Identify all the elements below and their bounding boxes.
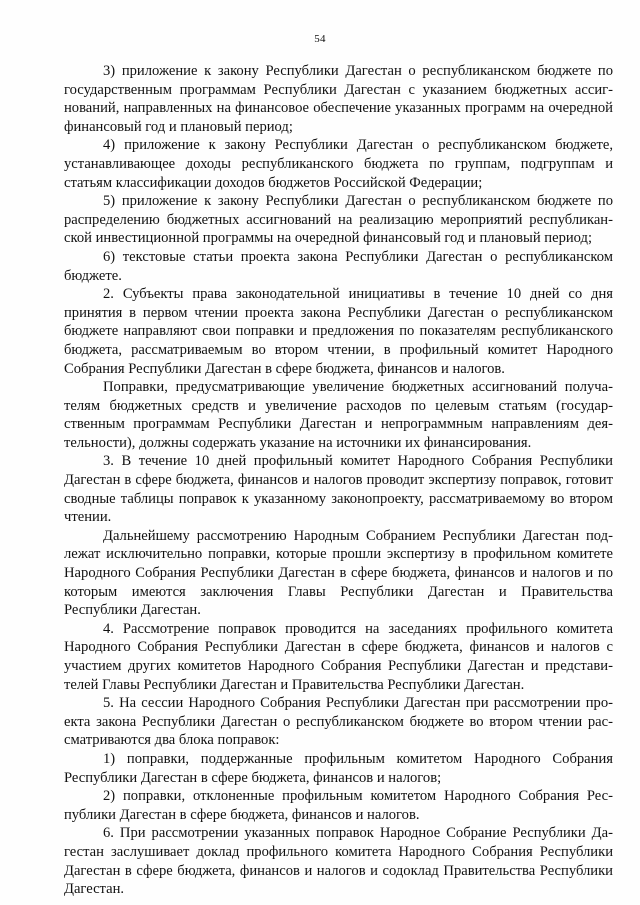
paragraph-item-5: 5. На сессии Народного Собрания Республики Дагестан при рассмотрении проекта закона Республики Дагестан о республиканском бюджете во втором чтении рассматриваются два блока поправок: <box>64 695 613 749</box>
paragraph-block-2: 2) поправки, отклоненные профильным комитетом Народного Собрания Республики Дагестан в сфере бюджета, финансов и налогов. <box>64 788 613 823</box>
page-number: 54 <box>314 33 326 45</box>
paragraph-appendix-5: 5) приложение к закону Республики Дагестан о республиканском бюджете по распределению бюджетных ассигнований на реализацию мероприятий республиканской инвестиционной программы на очередной финансовый год и плановый период; <box>64 193 613 247</box>
paragraph-item-4: 4. Рассмотрение поправок проводится на заседаниях профильного комитета Народного Собрания Республики Дагестан в сфере бюджета, финансов и налогов с участием других комитетов Народного Собрания Республики Дагестан и представителей Главы Республики Дагестан и Правительства Республики Дагестан. <box>64 620 613 693</box>
document-body <box>64 62 613 899</box>
paragraph-appendix-6: 6) текстовые статьи проекта закона Республики Дагестан о республиканском бюджете. <box>64 248 613 284</box>
paragraph-item-3: 3. В течение 10 дней профильный комитет Народного Собрания Республики Дагестан в сфере бюджета, финансов и налогов проводит экспертизу поправок, готовит сводные таблицы поправок к указанному законопроекту, рассматриваемому во втором чтении. <box>64 453 613 526</box>
paragraph-further-consideration: Дальнейшему рассмотрению Народным Собранием Республики Дагестан подлежат исключительно поправки, которые прошли экспертизу в профильном комитете Народного Собрания Республики Дагестан в сфере бюджета, финансов и налогов и по которым имеются заключения Главы Республики Дагестан и Правительства Республики Дагестан. <box>64 527 613 619</box>
paragraph-block-1: 1) поправки, поддержанные профильным комитетом Народного Собрания Республики Дагестан в сфере бюджета, финансов и налогов; <box>64 750 613 786</box>
paragraph-item-6: 6. При рассмотрении указанных поправок Народное Собрание Республики Дагестан заслушивает доклад профильного комитета Народного Собрания Республики Дагестан в сфере бюджета, финансов и налогов и содоклад Правительства Республики Дагестан. <box>64 825 613 898</box>
paragraph-appendix-3: 3) приложение к закону Республики Дагестан о республиканском бюджете по государственным программам Республики Дагестан с указанием бюджетных ассигнований, направленных на финансовое обеспечение указанных программ на очередной финансовый год и плановый период; <box>64 63 613 135</box>
paragraph-item-2: 2. Субъекты права законодательной инициативы в течение 10 дней со дня принятия в первом чтении проекта закона Республики Дагестан о республиканском бюджете направляют свои поправки и предложения по показателям республиканского бюджета, рассматриваемым во втором чтении, в профильный комитет Народного Собрания Республики Дагестан в сфере бюджета, финансов и налогов. <box>64 286 613 377</box>
paragraph-appendix-4: 4) приложение к закону Республики Дагестан о республиканском бюджете, устанавливающее доходы республиканского бюджета по группам, подгруппам и статьям классификации доходов бюджетов Российской Федерации; <box>64 137 613 191</box>
paragraph-amendments-funding: Поправки, предусматривающие увеличение бюджетных ассигнований получателям бюджетных средств и увеличение расходов по целевым статьям (государственным программам Республики Дагестан и непрограммным направлениям деятельности), должны содержать указание на источники их финансирования. <box>64 379 613 451</box>
